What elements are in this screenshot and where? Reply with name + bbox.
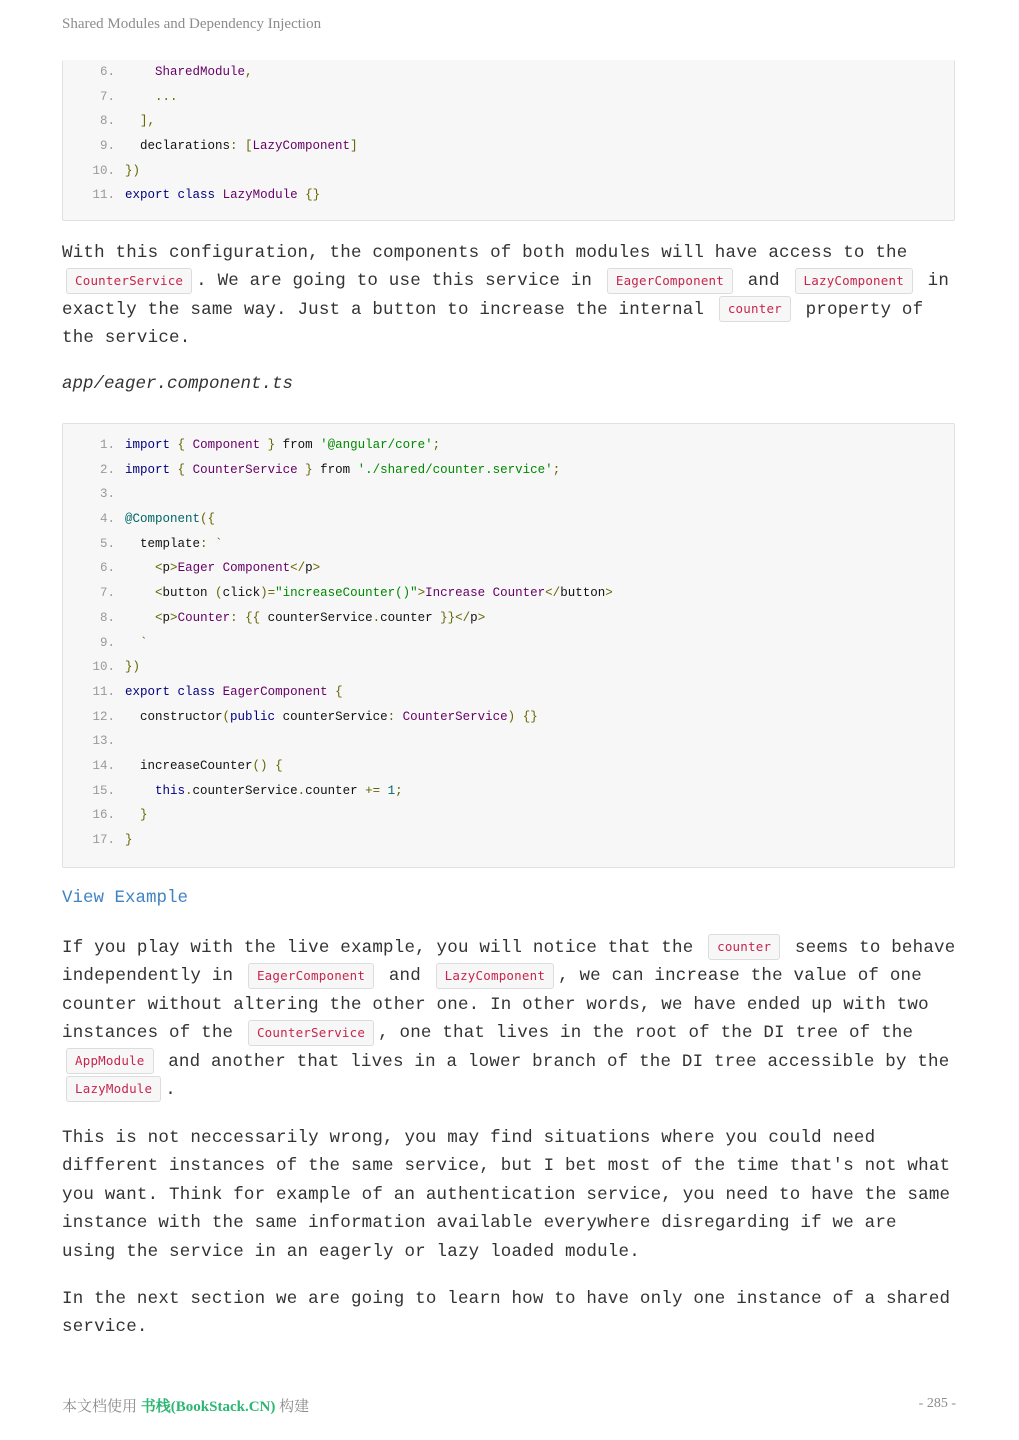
code-token [170, 188, 178, 202]
code-line [63, 581, 954, 606]
line-number: 15. [92, 783, 115, 798]
line-number: 11. [92, 188, 115, 203]
code-token: CounterService [402, 709, 508, 724]
paragraph-text: property of the service. [62, 299, 924, 349]
code-line [63, 507, 954, 532]
code-token [125, 65, 155, 79]
code-token: < [155, 561, 163, 576]
line-number: 10. [92, 660, 115, 675]
code-token: ) [507, 709, 516, 724]
code-line [63, 606, 954, 631]
code-token: LazyModule [222, 188, 298, 203]
code-token [125, 636, 140, 650]
code-token [125, 114, 140, 128]
line-number: 8. [99, 610, 115, 625]
code-token: : [ [230, 139, 253, 154]
code-token [125, 586, 155, 600]
code-line [63, 655, 954, 680]
code-token: } [140, 808, 148, 823]
code-token: < [155, 610, 163, 625]
code-token: ; [432, 438, 441, 452]
code-line [63, 532, 954, 557]
code-token: ( [222, 709, 231, 724]
code-token: import [125, 462, 171, 477]
paragraph-text: If you play with the live example, you will notice that the [62, 938, 694, 958]
code-token: counterService [260, 610, 373, 625]
code-token: : ` [200, 536, 223, 551]
code-token [515, 710, 523, 724]
code-token [125, 784, 155, 798]
inline-code-counterservice: CounterService [66, 268, 192, 294]
inline-code-lazycomponent: LazyComponent [795, 268, 913, 294]
code-token: template [125, 536, 201, 551]
code-token: )= [260, 586, 276, 601]
line-number: 13. [92, 734, 115, 749]
code-token: import [125, 438, 171, 452]
code-token: > [312, 561, 321, 576]
code-token: > [170, 561, 178, 576]
code-line [63, 183, 954, 208]
code-token: click [222, 586, 261, 601]
paragraph-text: . We are going to use this service in [196, 271, 593, 292]
line-number: 6. [99, 65, 115, 79]
code-token: from [312, 462, 358, 477]
code-token: 1 [387, 783, 396, 798]
code-token: "increaseCounter()" [275, 586, 418, 601]
code-token: ({ [200, 512, 216, 527]
code-token [125, 611, 155, 625]
code-token: ], [140, 114, 156, 129]
code-line [63, 109, 954, 134]
code-token: += [365, 783, 381, 798]
code-token: Eager Component [177, 561, 291, 576]
code-token [395, 710, 403, 724]
paragraph-text: , one that lives in the root of the DI tree of the [378, 1023, 914, 1044]
code-line [63, 631, 954, 656]
inline-code-appmodule: AppModule [66, 1048, 154, 1074]
code-token: counter [305, 783, 366, 798]
code-line [63, 828, 954, 853]
code-block-lazy-module [62, 60, 955, 221]
code-token [328, 685, 336, 699]
line-number: 4. [99, 512, 115, 527]
code-token: }) [125, 660, 141, 675]
code-token: . [297, 783, 306, 798]
inline-code-counter: counter [708, 934, 780, 960]
code-token: ... [155, 89, 178, 104]
paragraph-not-wrong: This is not neccessarily wrong, you may find situations where you could need different instances of the same service, but I bet most of the time that's not what you want. Think for example of an authentication service, you need to have the same instance with the same information available everywhere disregarding if we are using the service in an eagerly or lazy loaded module. [62, 1128, 951, 1262]
code-token: : [387, 709, 396, 724]
code-token [298, 463, 306, 477]
code-token: ; [552, 462, 561, 477]
code-token: './shared/counter.service' [357, 462, 553, 477]
code-token: : {{ [230, 610, 261, 625]
code-token: export [125, 188, 171, 203]
line-number: 10. [92, 163, 115, 178]
paragraph-text: and [388, 966, 421, 987]
code-token: { [335, 684, 343, 699]
code-token: {} [522, 709, 538, 724]
code-line [63, 729, 954, 754]
code-token: Increase Counter [425, 586, 546, 601]
code-token: LazyComponent [252, 139, 351, 154]
footer-prefix: 本文档使用 [62, 1399, 138, 1415]
code-token: SharedModule [155, 65, 246, 79]
code-line [63, 134, 954, 159]
line-number: 9. [99, 139, 115, 154]
code-token: ] [350, 139, 358, 154]
line-number: 7. [99, 586, 115, 601]
code-token [260, 438, 268, 452]
footer-brand-link[interactable]: 书栈(BookStack.CN) [140, 1399, 276, 1415]
code-token: export [125, 684, 171, 699]
paragraph-text: and another that lives in a lower branch of the DI tree accessible by the [168, 1051, 950, 1072]
paragraph-text: in exactly the same way. Just a button to increase the internal [62, 271, 950, 320]
paragraph-text: , we can increase the value of one counter without altering the other one. In other words, we have ended up with two instances of the [62, 966, 929, 1044]
code-line [63, 159, 954, 184]
code-token [125, 808, 140, 822]
code-token [298, 188, 306, 202]
line-number: 3. [99, 487, 115, 502]
code-token: > [477, 610, 486, 625]
code-token: Counter [177, 610, 231, 625]
view-example-link[interactable]: View Example [62, 888, 189, 908]
paragraph-text: With this configuration, the components of both modules will have access to the [62, 243, 908, 263]
inline-code-counter: counter [719, 296, 791, 322]
code-line [63, 85, 954, 110]
code-token [125, 90, 155, 104]
code-token: Component [192, 438, 261, 452]
code-token: p [470, 610, 478, 625]
code-token [185, 463, 193, 477]
code-token: class [177, 188, 216, 203]
code-token: from [275, 438, 321, 452]
code-token: { [177, 462, 186, 477]
inline-code-lazymodule: LazyModule [66, 1076, 161, 1102]
code-token: </ [290, 561, 306, 576]
code-token: public [230, 709, 276, 724]
line-number: 1. [99, 438, 115, 452]
code-token: counterService [275, 709, 388, 724]
code-token: ( [215, 586, 223, 601]
paragraph-next-section: In the next section we are going to learn how to have only one instance of a shared service. [62, 1289, 951, 1338]
code-token: p [305, 561, 313, 576]
inline-code-eagercomponent: EagerComponent [248, 963, 374, 989]
line-number: 5. [99, 536, 115, 551]
line-number: 14. [92, 758, 115, 773]
line-number: 12. [92, 709, 115, 724]
line-number: 7. [99, 89, 115, 104]
code-line [63, 556, 954, 581]
paragraph-text: seems to behave independently in [62, 938, 956, 987]
paragraph-text: . [165, 1080, 176, 1101]
inline-code-eagercomponent: EagerComponent [607, 268, 733, 294]
line-number: 17. [92, 833, 115, 847]
code-token: declarations [125, 139, 231, 154]
code-token [170, 463, 178, 477]
footer-suffix: 构建 [279, 1399, 310, 1415]
code-token: > [417, 586, 426, 601]
code-token: , [245, 65, 253, 79]
code-token: CounterService [192, 462, 298, 477]
code-token: button [560, 586, 606, 601]
line-number: 2. [99, 462, 115, 477]
code-line [63, 482, 954, 507]
paragraph-live-example [62, 934, 957, 1104]
code-token: }}</ [440, 610, 471, 625]
inline-code-counterservice: CounterService [248, 1020, 374, 1046]
code-token: }) [125, 163, 141, 178]
code-line [63, 779, 954, 804]
code-token: increaseCounter [125, 758, 253, 773]
running-header: Shared Modules and Dependency Injection [62, 16, 322, 32]
page-number: - 285 - [918, 1396, 956, 1411]
code-token [268, 759, 276, 773]
code-token: </ [545, 586, 561, 601]
code-line [63, 433, 954, 458]
code-token: > [170, 610, 178, 625]
line-number: 6. [99, 561, 115, 576]
code-token [215, 685, 223, 699]
code-token: p [162, 561, 171, 576]
inline-code-lazycomponent: LazyComponent [436, 963, 554, 989]
code-token: {} [305, 188, 321, 203]
line-number: 8. [99, 114, 115, 129]
line-number: 11. [92, 684, 115, 699]
code-token: } [125, 833, 133, 847]
code-token: this [155, 783, 186, 798]
code-line [63, 754, 954, 779]
code-token: { [275, 758, 283, 773]
code-token [170, 438, 178, 452]
paragraph-text: and [747, 271, 780, 292]
code-token [380, 784, 388, 798]
code-token: } [305, 462, 313, 477]
code-token: @Component [125, 512, 201, 527]
code-token: { [177, 438, 186, 452]
code-token: button [162, 586, 216, 601]
code-line [63, 705, 954, 730]
code-line [63, 458, 954, 483]
line-number: 16. [92, 808, 115, 823]
code-token: ; [395, 783, 403, 798]
file-caption: app/eager.component.ts [62, 374, 294, 394]
code-token: p [162, 610, 171, 625]
code-token: counterService [192, 783, 298, 798]
code-token: '@angular/core' [320, 438, 433, 452]
code-token [125, 561, 155, 575]
code-line [63, 680, 954, 705]
code-token: } [267, 438, 276, 452]
code-block-eager-component [62, 423, 955, 868]
code-token: counter [380, 610, 441, 625]
footer-credit [62, 1395, 309, 1416]
paragraph-configuration [62, 239, 957, 353]
code-token: . [372, 610, 381, 625]
code-token: constructor [125, 709, 223, 724]
code-token [170, 685, 178, 699]
code-token: () [252, 758, 268, 773]
code-token [185, 438, 193, 452]
code-token: < [155, 586, 163, 601]
code-token [215, 188, 223, 202]
code-token: EagerComponent [222, 684, 328, 699]
code-token: > [605, 586, 613, 601]
code-line [63, 60, 954, 85]
code-line [63, 803, 954, 828]
code-token: . [185, 783, 193, 798]
code-token: class [177, 684, 216, 699]
line-number: 9. [99, 635, 115, 650]
code-token: ` [140, 635, 148, 650]
